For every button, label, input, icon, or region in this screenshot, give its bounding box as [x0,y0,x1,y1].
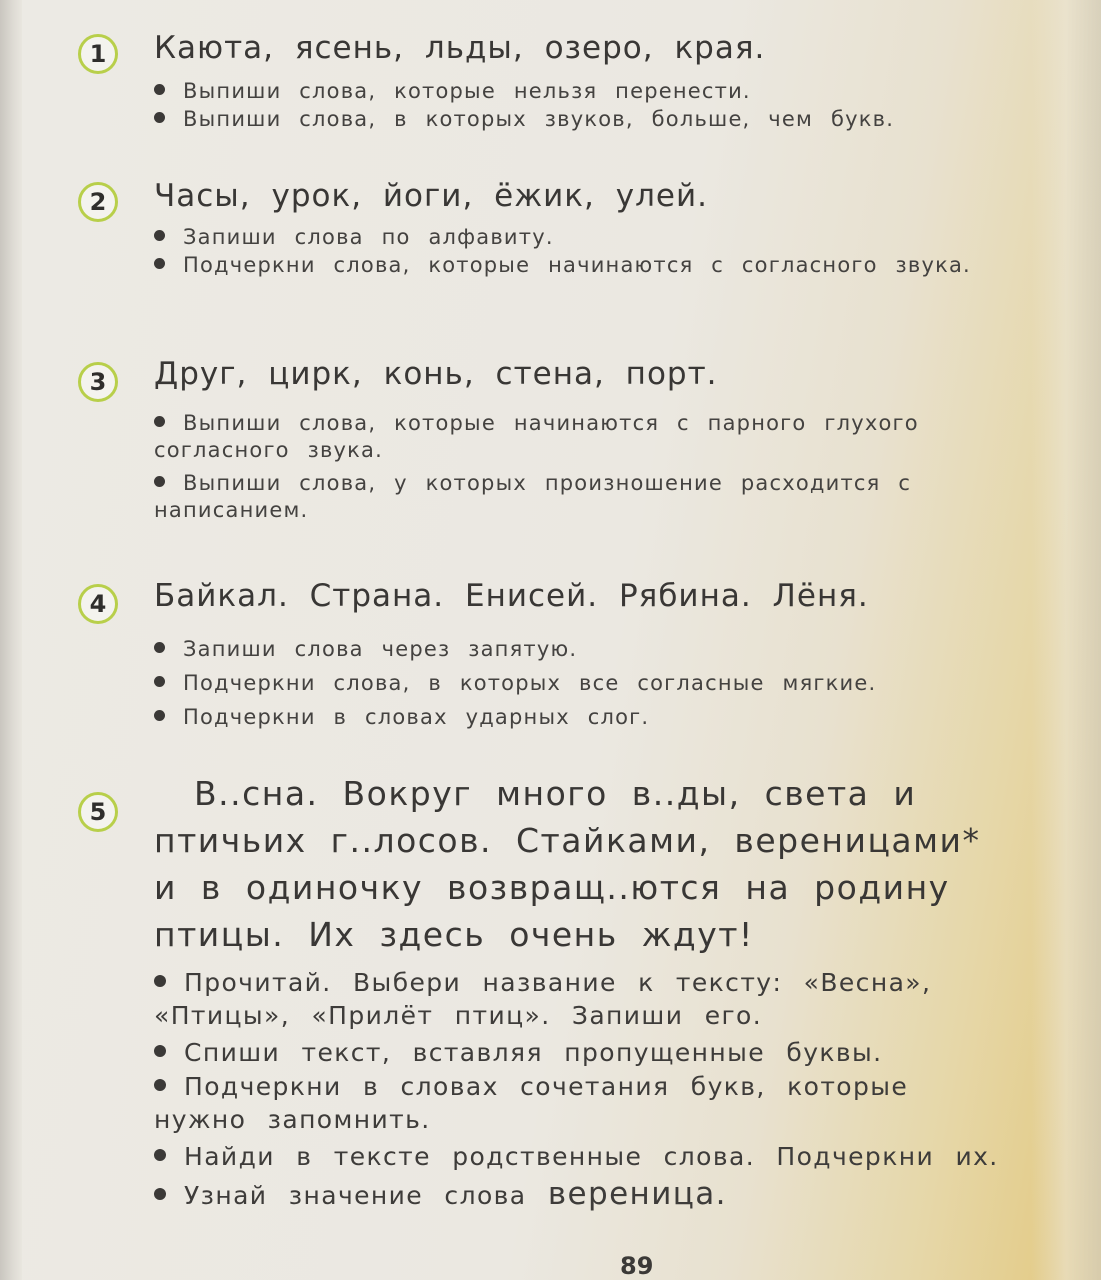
task-item [154,1140,1021,1173]
task-text: Подчеркни в словах ударных слог. [183,705,650,729]
task-text: Подчеркни слова, которые начинаются с согласного звука. [183,253,971,277]
task-text: Подчеркни слова, в которых все согласные мягкие. [183,671,877,695]
task-item [154,224,1021,251]
exercise-5 [78,770,1021,1240]
bullet-icon [154,84,165,95]
bullet-icon [154,476,165,487]
task-item [154,704,1021,731]
task-item [154,410,1021,464]
bullet-icon [154,975,166,987]
task-text: Выпиши слова, у которых произношение расходится с написанием. [154,471,912,522]
bullet-icon [154,1149,166,1161]
task-item [154,966,1021,1032]
highlight-word: вереница. [547,1176,727,1212]
bullet-icon [154,112,165,123]
task-text: Запиши слова по алфавиту. [183,225,554,249]
exercise-4 [78,578,1021,738]
task-text: Спиши текст, вставляя пропущенные буквы. [184,1038,883,1067]
task-text: Выпиши слова, в которых звуков, больше, чем букв. [183,107,895,131]
exercise-number-badge: 2 [78,182,118,222]
exercise-2 [78,178,1021,318]
page-binding-shadow [0,0,22,1280]
task-item [154,106,1021,133]
task-text: Узнай значение слова [184,1181,527,1210]
bullet-icon [154,258,165,269]
bullet-icon [154,1045,166,1057]
bullet-icon [154,1188,166,1200]
bullet-icon [154,710,165,721]
task-text: Выпиши слова, которые начинаются с парного глухого согласного звука. [154,411,919,462]
exercise-words: Байкал. Страна. Енисей. Рябина. Лёня. [154,578,869,614]
exercise-3 [78,356,1021,546]
exercise-number-badge: 1 [78,34,118,74]
bullet-icon [154,676,165,687]
exercise-words: Часы, урок, йоги, ёжик, улей. [154,178,708,214]
task-text: Подчеркни в словах сочетания букв, которые нужно запомнить. [154,1072,909,1134]
bullet-icon [154,1079,166,1091]
page-number: 89 [620,1252,654,1280]
task-text: Запиши слова через запятую. [183,637,578,661]
page-edge-shadow [1031,0,1101,1280]
exercise-number-badge: 3 [78,362,118,402]
bullet-icon [154,642,165,653]
task-item [154,636,1021,663]
task-item [154,470,1021,524]
task-text: Прочитай. Выбери название к тексту: «Весна», «Птицы», «Прилёт птиц». Запиши его. [154,968,932,1030]
task-item [154,1070,1021,1136]
exercise-words: Каюта, ясень, льды, озеро, края. [154,30,766,66]
task-text: Найди в тексте родственные слова. Подчеркни их. [184,1142,999,1171]
task-item [154,1178,1021,1212]
exercise-words: Друг, цирк, конь, стена, порт. [154,356,718,392]
bullet-icon [154,230,165,241]
exercise-number-badge: 5 [78,792,118,832]
task-item [154,1036,1021,1069]
task-text: Выпиши слова, которые нельзя перенести. [183,79,751,103]
task-item [154,252,1021,279]
task-item [154,78,1021,105]
exercise-text: В..сна. Вокруг много в..ды, света и птичьих г..лосов. Стайками, вереницами* и в одиночку возвращ..ются на родину птицы. Их здесь очень ждут! [154,774,981,954]
bullet-icon [154,416,165,427]
exercise-1 [78,30,1021,170]
task-item [154,670,1021,697]
exercise-number-badge: 4 [78,584,118,624]
